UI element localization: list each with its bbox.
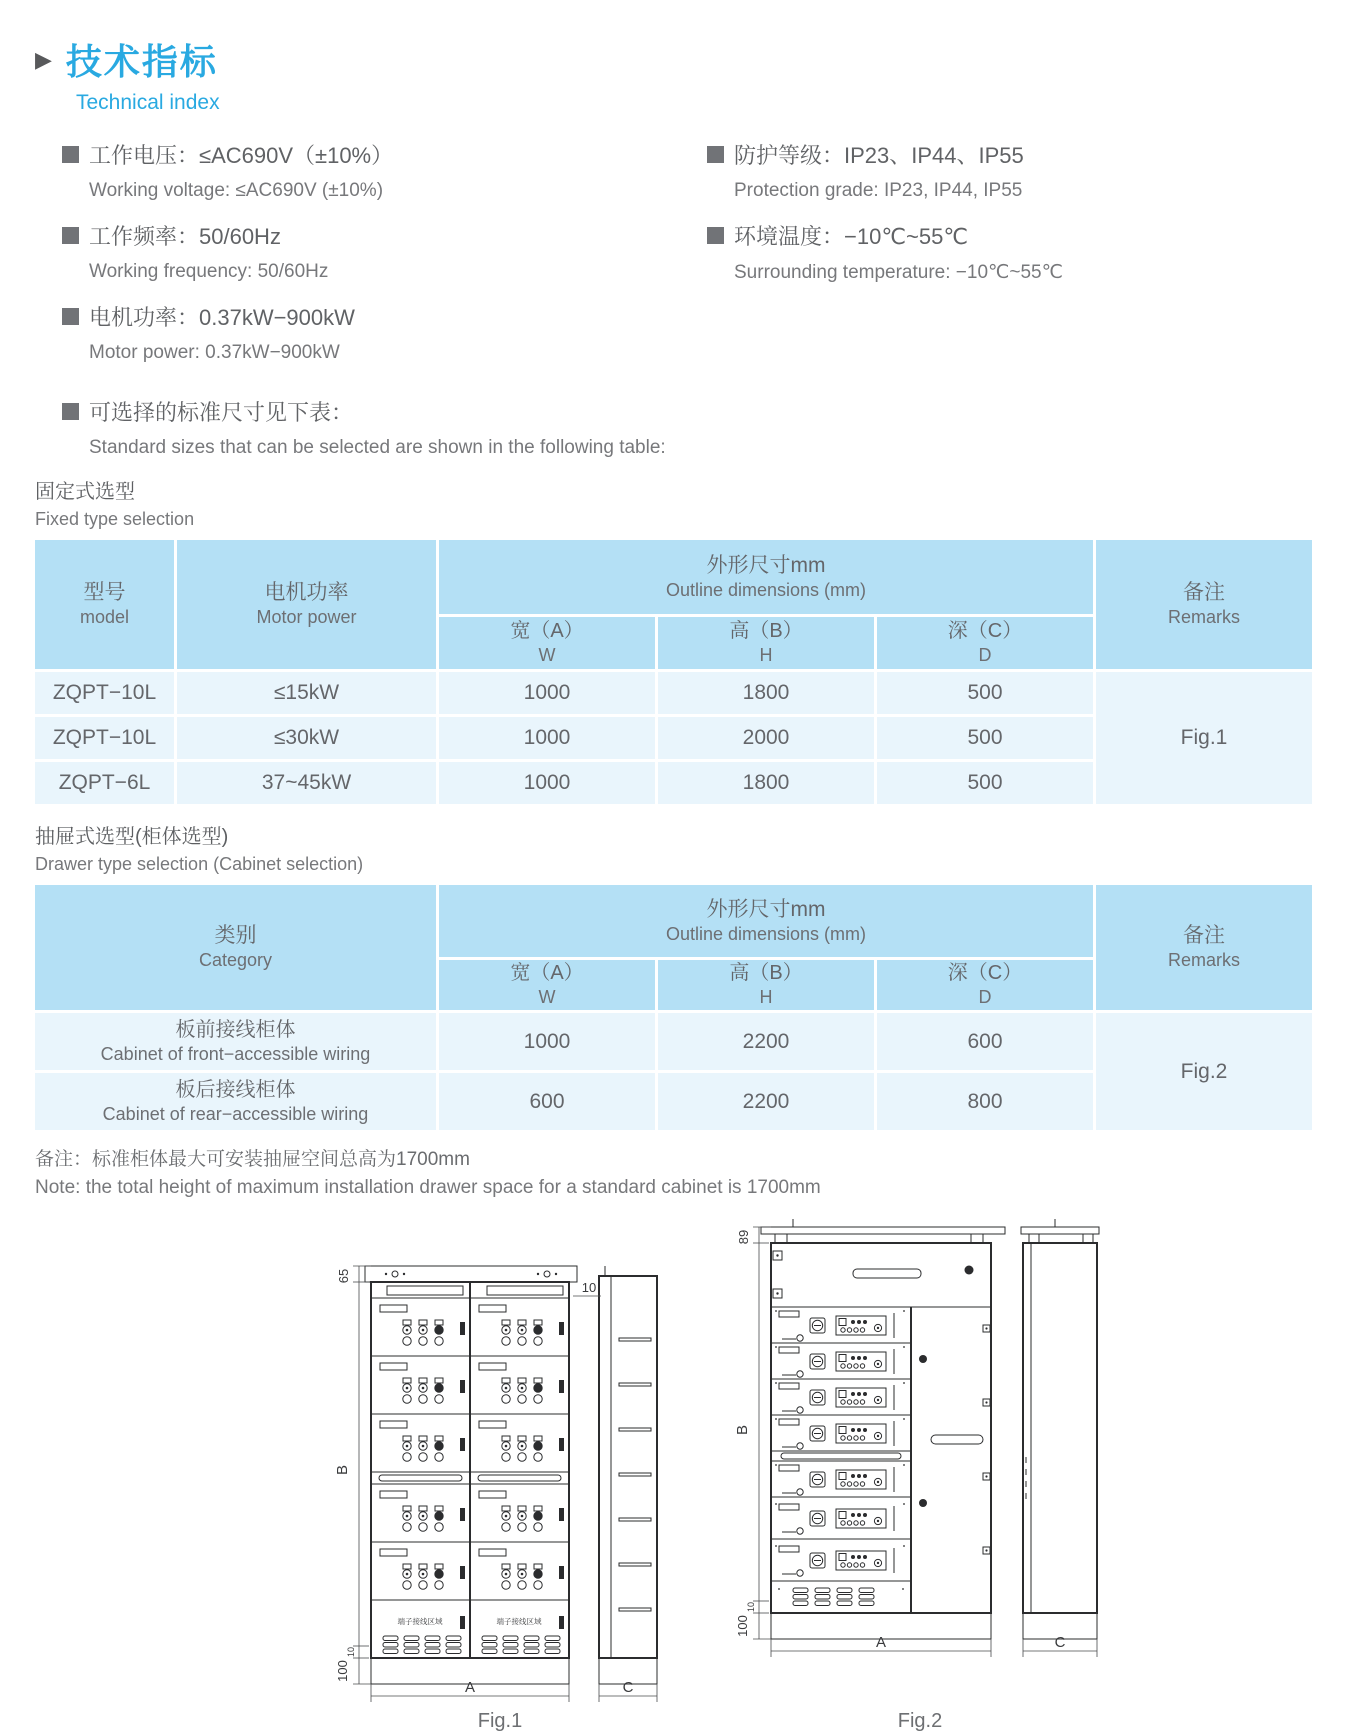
fig1-dim-top-gap: 10 (581, 1280, 597, 1295)
fig2-cabinet-drawing (735, 1207, 1105, 1704)
col-header-height (658, 960, 874, 1010)
header-en: Remarks (1167, 607, 1240, 628)
fixed-table-caption-en: Fixed type selection (35, 509, 195, 529)
fig2-dim-vent-gap: 10 (746, 1601, 756, 1613)
col-header-width (439, 617, 655, 669)
category-zh: 板后接线柜体 (175, 1078, 296, 1101)
col-header-height (658, 617, 874, 669)
header-zh: 外形尺寸mm (706, 897, 826, 921)
col-header-width (439, 960, 655, 1010)
header-zh: 型号 (83, 581, 126, 605)
col-group-outline-dimensions (439, 885, 1093, 957)
bullet-square-icon (62, 227, 79, 244)
cell-width: 1000 (439, 672, 655, 714)
cell-width: 1000 (439, 762, 655, 804)
fixed-type-table (35, 540, 1312, 804)
cell-height: 2200 (658, 1013, 874, 1070)
spec-list (35, 139, 1322, 382)
cell-remarks-fig2: Fig.2 (1096, 1013, 1312, 1130)
cell-power: ≤15kW (177, 672, 436, 714)
header-en: D (978, 987, 992, 1008)
spec-surrounding-temperature (707, 220, 1063, 296)
fig1-dim-cap-height: 65 (336, 1268, 351, 1284)
cell-width: 1000 (439, 717, 655, 759)
cell-height: 1800 (658, 762, 874, 804)
header-en: W (538, 645, 556, 666)
fig2-dim-base-height: 100 (735, 1615, 750, 1637)
header-zh: 电机功率 (264, 581, 349, 605)
fig1-dim-depth-C: C (622, 1679, 634, 1696)
spec-zh: 防护等级：IP23、IP44、IP55 (734, 143, 1024, 168)
table-intro-en: Standard sizes that can be selected are shown in the following table: (89, 437, 666, 458)
spec-zh: 工作频率：50/60Hz (89, 224, 281, 249)
drawer-table-caption-zh: 抽屉式选型(柜体选型) (35, 826, 229, 848)
fig2-label: Fig.2 (897, 1710, 943, 1732)
cell-power: ≤30kW (177, 717, 436, 759)
page-title-en: Technical index (76, 91, 220, 114)
fig2-dim-width-A: A (875, 1634, 887, 1651)
fig1-dim-width-A: A (464, 1679, 476, 1696)
col-header-depth (877, 617, 1093, 669)
spec-en: Working frequency: 50/60Hz (89, 261, 329, 282)
table-intro-zh: 可选择的标准尺寸见下表： (89, 400, 354, 425)
fig1-terminal-area-label: 端子接线区域 (397, 1617, 443, 1626)
cell-power: 37~45kW (177, 762, 436, 804)
col-group-outline-dimensions (439, 540, 1093, 614)
spec-en: Motor power: 0.37kW−900kW (89, 342, 340, 363)
cell-depth: 500 (877, 717, 1093, 759)
cell-width: 1000 (439, 1013, 655, 1070)
fig2-dim-cap-height: 89 (736, 1229, 751, 1245)
page-title: 技术指标 (65, 41, 218, 82)
note-zh: 备注：标准柜体最大可安装抽屉空间总高为1700mm (35, 1149, 470, 1170)
cell-category (35, 1073, 436, 1130)
category-zh: 板前接线柜体 (175, 1018, 296, 1041)
col-header-model (35, 540, 174, 669)
cell-width: 600 (439, 1073, 655, 1130)
cell-height: 2000 (658, 717, 874, 759)
bullet-square-icon (62, 308, 79, 325)
header-en: Outline dimensions (mm) (665, 923, 867, 944)
section-arrow-icon: ▶ (35, 46, 52, 72)
category-en: Cabinet of rear−accessible wiring (102, 1103, 369, 1124)
figure-fig2 (735, 1207, 1105, 1733)
cell-model: ZQPT−10L (35, 717, 174, 759)
header-en: H (759, 645, 773, 666)
fig1-dim-height-B: B (334, 1464, 351, 1476)
header-zh: 宽（A） (510, 620, 584, 643)
fig2-dim-height-B: B (734, 1424, 751, 1436)
figure-fig1 (335, 1252, 665, 1733)
cell-depth: 500 (877, 762, 1093, 804)
header-zh: 高（B） (729, 620, 803, 643)
header-en: H (759, 987, 773, 1008)
header-zh: 深（C） (947, 962, 1023, 985)
cell-depth: 600 (877, 1013, 1093, 1070)
header-zh: 深（C） (947, 620, 1023, 643)
col-header-category (35, 885, 436, 1010)
spec-working-voltage (62, 139, 707, 214)
fig1-terminal-area-label: 端子接线区域 (496, 1617, 542, 1626)
col-header-remarks (1096, 885, 1312, 1010)
header-en: Remarks (1167, 950, 1240, 971)
spec-en: Protection grade: IP23, IP44, IP55 (734, 180, 1023, 201)
cell-model: ZQPT−10L (35, 672, 174, 714)
bullet-square-icon (62, 403, 79, 420)
drawer-table-caption-en: Drawer type selection (Cabinet selection) (35, 854, 364, 874)
fig1-label: Fig.1 (477, 1710, 523, 1732)
cell-model: ZQPT−6L (35, 762, 174, 804)
fixed-table-caption-zh: 固定式选型 (35, 481, 135, 503)
header-zh: 备注 (1183, 924, 1225, 948)
header-en: Motor power (256, 607, 357, 628)
header-zh: 类别 (214, 924, 257, 948)
header-en: Outline dimensions (mm) (665, 579, 867, 600)
spec-motor-power (62, 301, 707, 376)
drawer-type-table (35, 885, 1312, 1130)
header-zh: 备注 (1183, 581, 1225, 605)
spec-zh: 电机功率：0.37kW−900kW (89, 305, 355, 330)
spec-working-frequency (62, 220, 707, 295)
cell-height: 2200 (658, 1073, 874, 1130)
spec-protection-grade (707, 139, 1063, 214)
spec-column-right (707, 139, 1063, 382)
header-zh: 外形尺寸mm (706, 553, 826, 577)
col-header-motor-power (177, 540, 436, 669)
header-en: W (538, 987, 556, 1008)
table-intro (62, 396, 1322, 459)
section-title (35, 34, 1322, 85)
spec-zh: 工作电压：≤AC690V（±10%） (89, 143, 394, 168)
header-en: model (79, 607, 130, 628)
bullet-square-icon (62, 146, 79, 163)
bullet-square-icon (707, 227, 724, 244)
cell-height: 1800 (658, 672, 874, 714)
spec-en: Surrounding temperature: −10℃~55℃ (734, 262, 1063, 283)
header-zh: 宽（A） (510, 962, 584, 985)
cell-remarks-fig1: Fig.1 (1096, 672, 1312, 804)
bullet-square-icon (707, 146, 724, 163)
fig1-dim-vent-gap: 10 (346, 1646, 356, 1658)
cell-depth: 500 (877, 672, 1093, 714)
cell-depth: 800 (877, 1073, 1093, 1130)
header-en: Category (198, 950, 273, 971)
spec-column-left (62, 139, 707, 382)
header-en: D (978, 645, 992, 666)
header-zh: 高（B） (729, 962, 803, 985)
col-header-depth (877, 960, 1093, 1010)
note-en: Note: the total height of maximum installation drawer space for a standard cabinet is 1700mm (35, 1177, 821, 1198)
col-header-remarks (1096, 540, 1312, 669)
fig1-dim-base-height: 100 (335, 1660, 350, 1682)
figure-area (335, 1207, 1322, 1733)
cell-category (35, 1013, 436, 1070)
category-en: Cabinet of front−accessible wiring (100, 1043, 371, 1064)
fig2-dim-depth-C: C (1054, 1634, 1066, 1651)
spec-en: Working voltage: ≤AC690V (±10%) (89, 180, 384, 201)
fig1-cabinet-drawing (335, 1252, 665, 1704)
spec-zh: 环境温度：−10℃~55℃ (734, 224, 969, 249)
